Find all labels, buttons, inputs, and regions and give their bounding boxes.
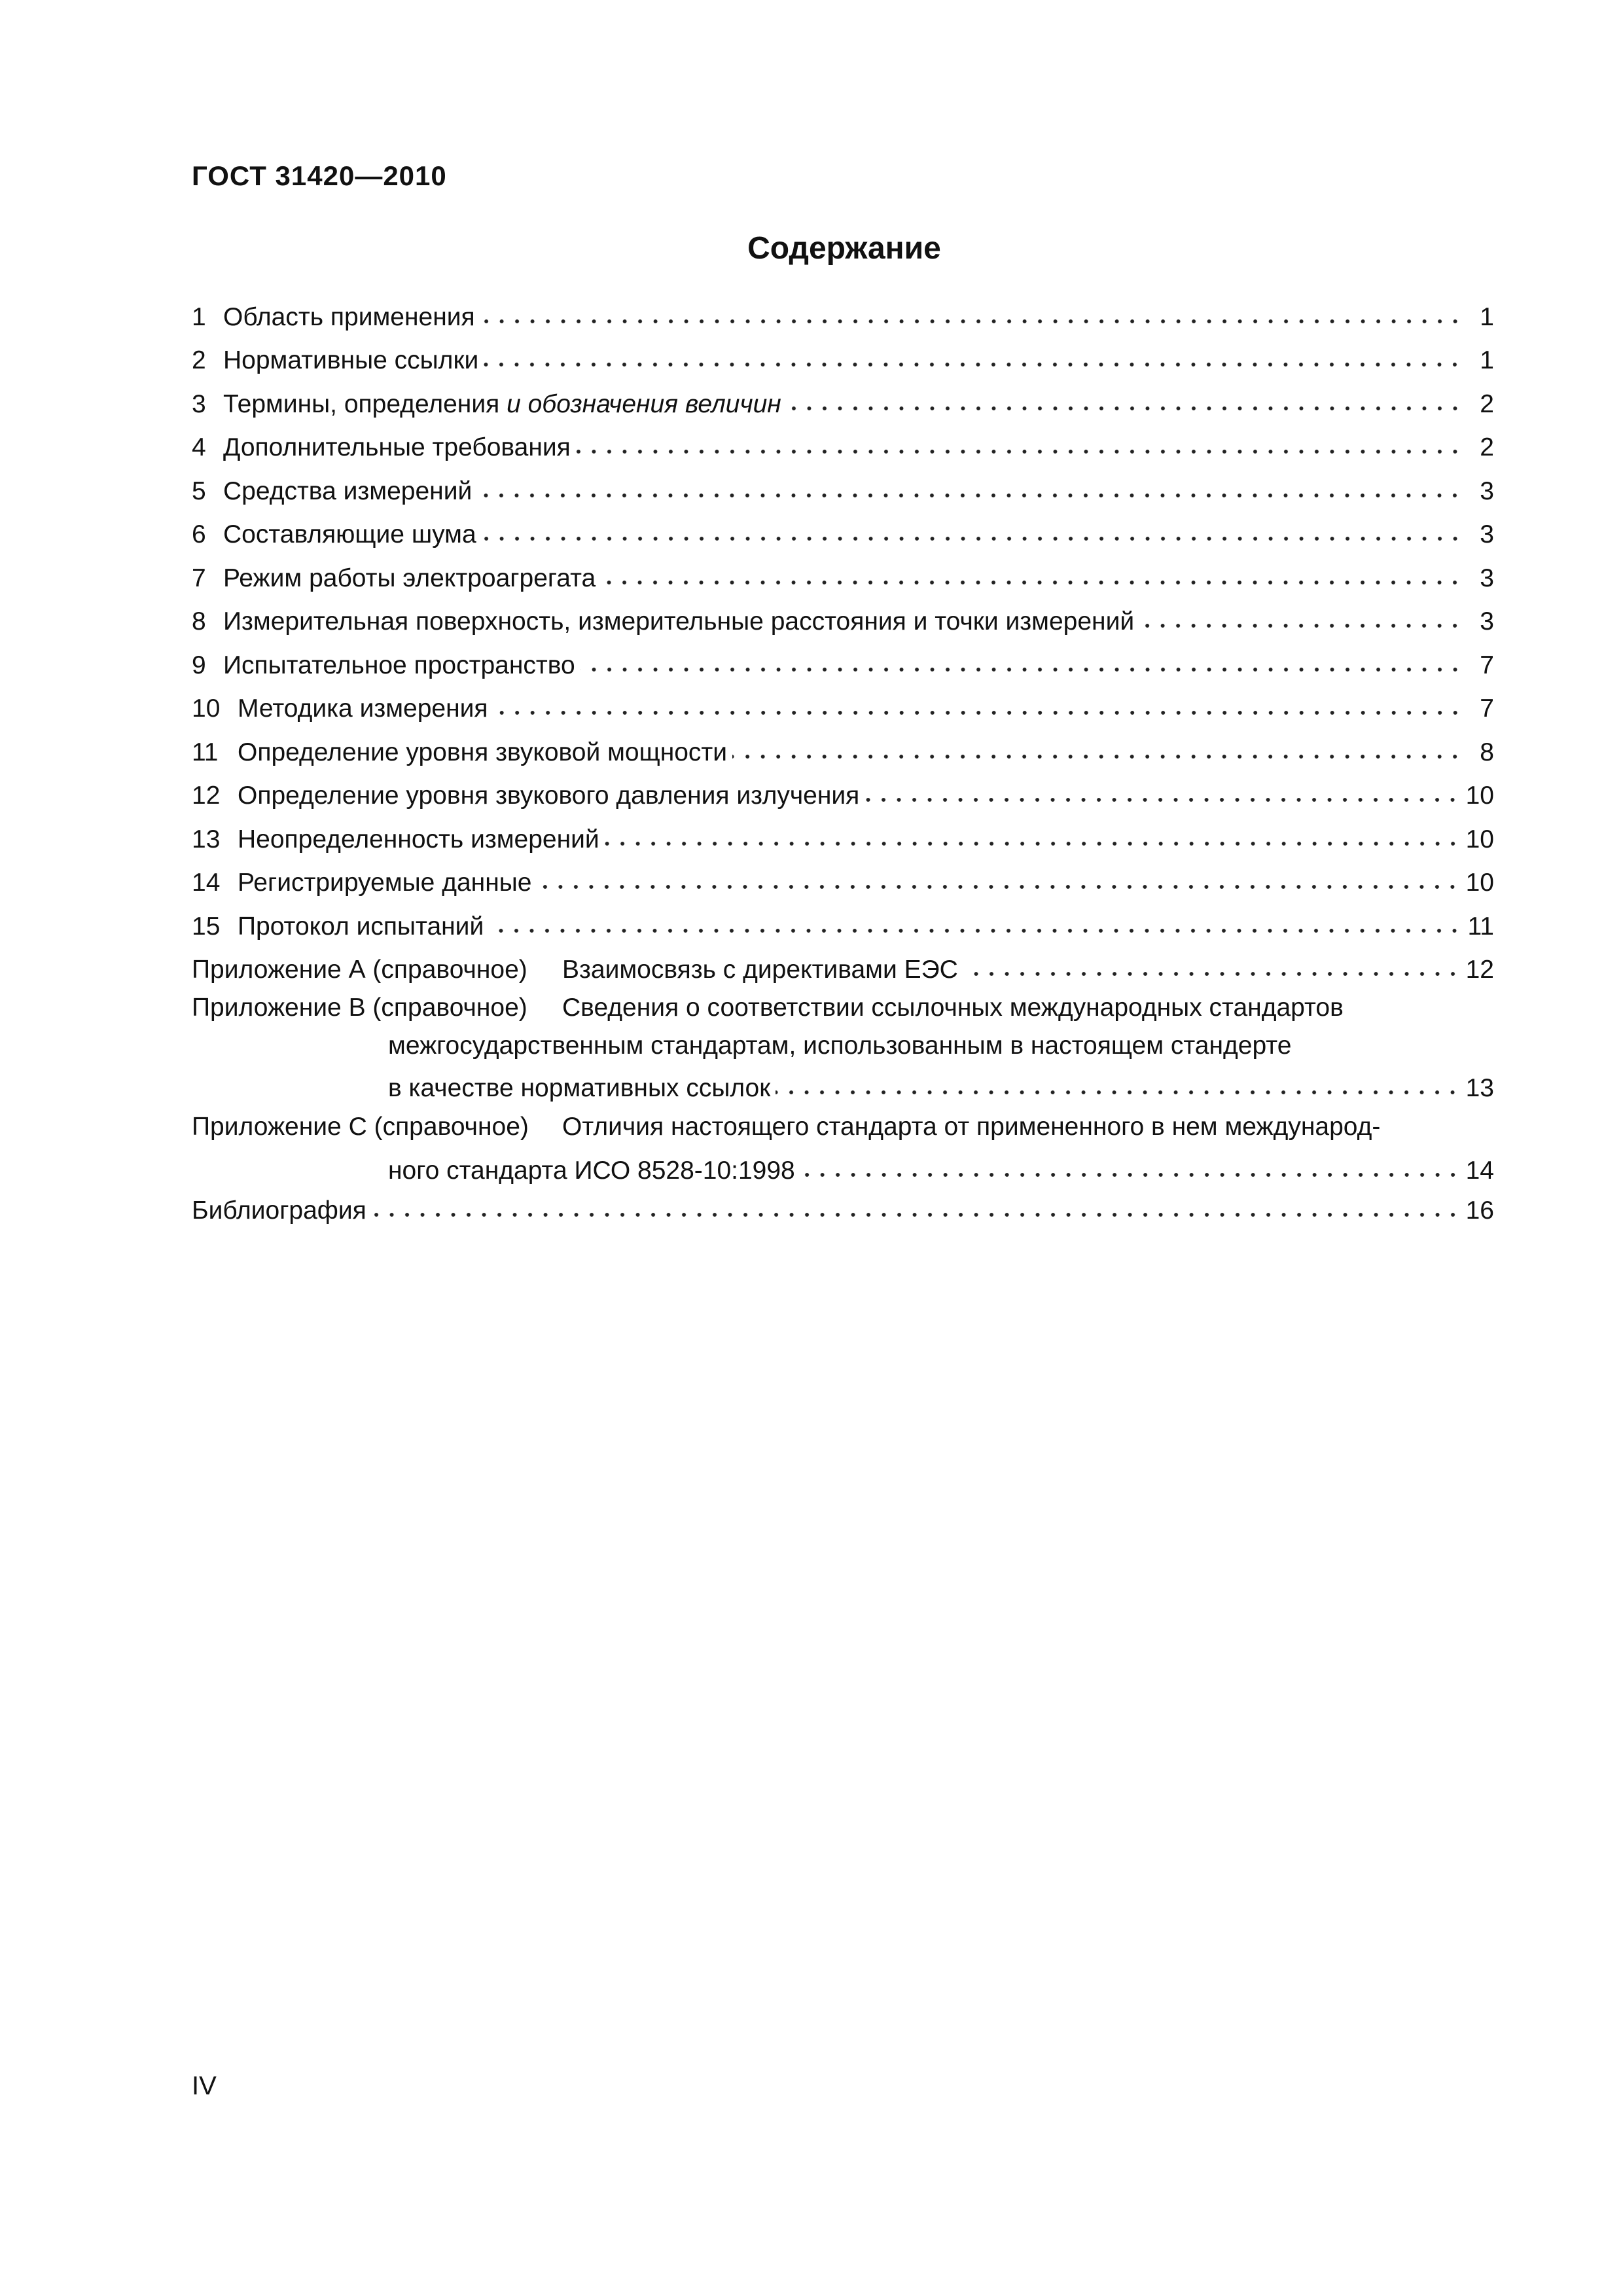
toc-entry-page: 10: [1465, 781, 1494, 810]
dot-leader: [1139, 622, 1463, 629]
toc-entry-title: Измерительная поверхность, измерительные расстояния и точки измерений: [223, 607, 1135, 636]
dot-leader: [537, 884, 1460, 890]
toc-entry-page: 2: [1480, 390, 1494, 418]
toc-entry-8[interactable]: [192, 603, 1494, 634]
toc-entry-number: 8: [192, 607, 206, 636]
toc-entry-title: Составляющие шума: [223, 520, 476, 548]
toc-entry-title: Определение уровня звукового давления излучения: [238, 781, 860, 810]
toc-entry-number: 15: [192, 912, 221, 941]
toc-entry-number: 11: [192, 738, 219, 766]
dot-leader: [482, 535, 1463, 542]
toc-entry-10[interactable]: [192, 690, 1494, 721]
toc-entry-page: 10: [1465, 869, 1494, 897]
toc-entry-page: 10: [1465, 825, 1494, 853]
dot-leader: [372, 1211, 1461, 1218]
toc-title: Содержание: [747, 231, 941, 266]
toc-entry-title: Методика измерения: [238, 694, 488, 723]
appendix-title-line: межгосударственным стандартам, использованным в настоящем стандерте: [388, 1031, 1292, 1060]
toc-entry-page: 11: [1467, 912, 1494, 941]
toc-entry-title: Термины, определения: [223, 390, 500, 418]
toc-entry-page: 2: [1480, 433, 1494, 461]
toc-entry-title: Библиография: [192, 1196, 366, 1225]
dot-leader: [601, 579, 1463, 586]
toc-entry-title: Регистрируемые данные: [238, 869, 532, 897]
dot-leader: [776, 1089, 1460, 1096]
toc-bibliography[interactable]: [192, 1192, 1494, 1223]
toc-entry-number: 7: [192, 564, 206, 592]
dot-leader: [580, 666, 1463, 673]
toc-entry-15[interactable]: [192, 908, 1494, 939]
toc-entry-page: 13: [1465, 1074, 1494, 1102]
appendix-label: Приложение В (справочное): [192, 994, 527, 1022]
page-number: IV: [192, 2072, 217, 2100]
toc-entry-number: 9: [192, 651, 206, 679]
dot-leader: [480, 318, 1463, 325]
toc-entry-page: 3: [1480, 564, 1494, 592]
toc-entry-number: 1: [192, 303, 206, 331]
toc-entry-title: Дополнительные требования: [223, 433, 571, 461]
toc-entry-number: 3: [192, 390, 206, 418]
toc-entry-9[interactable]: [192, 647, 1494, 678]
dot-leader: [477, 492, 1463, 499]
toc-entry-2[interactable]: [192, 342, 1494, 373]
toc-entry-title: Средства измерений: [223, 477, 473, 505]
toc-entry-title: Область применения: [223, 303, 475, 331]
toc-appendix-b[interactable]: [192, 995, 1494, 1101]
toc-entry-title: Испытательное пространство: [223, 651, 575, 679]
appendix-label: Приложение А (справочное): [192, 956, 527, 984]
toc-entry-title: Неопределенность измерений: [238, 825, 599, 853]
toc-entry-number: 13: [192, 825, 221, 853]
toc-entry-7[interactable]: [192, 560, 1494, 591]
toc-entry-5[interactable]: [192, 473, 1494, 504]
toc-entry-page: 16: [1465, 1196, 1494, 1225]
toc-entry-page: 7: [1480, 694, 1494, 723]
toc-entry-page: 3: [1480, 477, 1494, 505]
toc-entry-page: 1: [1480, 346, 1494, 374]
toc-entry-page: 14: [1465, 1157, 1494, 1185]
toc-entry-number: 12: [192, 781, 221, 810]
appendix-title-line: ного стандарта ИСО 8528-10:1998: [388, 1157, 795, 1185]
dot-leader: [576, 448, 1463, 455]
toc-entry-number: 6: [192, 520, 206, 548]
toc-entry-number: 4: [192, 433, 206, 461]
toc-appendix-a[interactable]: [192, 951, 1494, 982]
toc-entry-page: 1: [1480, 303, 1494, 331]
toc-entry-number: 10: [192, 694, 221, 723]
appendix-title-line: Взаимосвязь с директивами ЕЭС: [562, 956, 958, 984]
toc-entry-11[interactable]: [192, 734, 1494, 765]
toc-entry-title: Протокол испытаний: [238, 912, 484, 941]
toc-entry-page: 12: [1465, 956, 1494, 984]
document-code: ГОСТ 31420—2010: [192, 160, 447, 191]
toc-entry-page: 3: [1480, 607, 1494, 636]
dot-leader: [865, 797, 1460, 803]
toc-entry-6[interactable]: [192, 516, 1494, 547]
toc-entry-4[interactable]: [192, 429, 1494, 460]
toc-entry-title: Режим работы электроагрегата: [223, 564, 596, 592]
toc-entry-title: Нормативные ссылки: [223, 346, 479, 374]
toc-entry-number: 2: [192, 346, 206, 374]
dot-leader: [963, 971, 1461, 977]
dot-leader: [484, 361, 1463, 368]
toc-entry-12[interactable]: [192, 777, 1494, 808]
dot-leader: [732, 753, 1463, 760]
toc-appendix-c[interactable]: [192, 1114, 1494, 1183]
dot-leader: [787, 405, 1463, 412]
toc-entry-number: 5: [192, 477, 206, 505]
toc-entry-1[interactable]: [192, 298, 1494, 330]
toc-entry-page: 8: [1480, 738, 1494, 766]
toc-entry-page: 7: [1480, 651, 1494, 679]
toc-entry-title: Определение уровня звуковой мощности: [238, 738, 728, 766]
dot-leader: [605, 840, 1461, 847]
toc-entry-3[interactable]: [192, 386, 1494, 417]
toc-entry-13[interactable]: [192, 821, 1494, 852]
dot-leader: [800, 1172, 1461, 1178]
toc-entry-number: 14: [192, 869, 221, 897]
toc-entry-14[interactable]: [192, 864, 1494, 895]
dot-leader: [493, 709, 1463, 716]
appendix-title-line: Сведения о соответствии ссылочных международных стандартов: [562, 994, 1344, 1022]
appendix-title-line: Отличия настоящего стандарта от примененного в нем международ-: [562, 1113, 1381, 1141]
appendix-title-line: в качестве нормативных ссылок: [388, 1074, 771, 1102]
dot-leader: [489, 927, 1462, 934]
toc-entry-page: 3: [1480, 520, 1494, 548]
toc-entry-title-italic: и обозначения величин: [507, 390, 781, 418]
appendix-label: Приложение С (справочное): [192, 1113, 529, 1141]
